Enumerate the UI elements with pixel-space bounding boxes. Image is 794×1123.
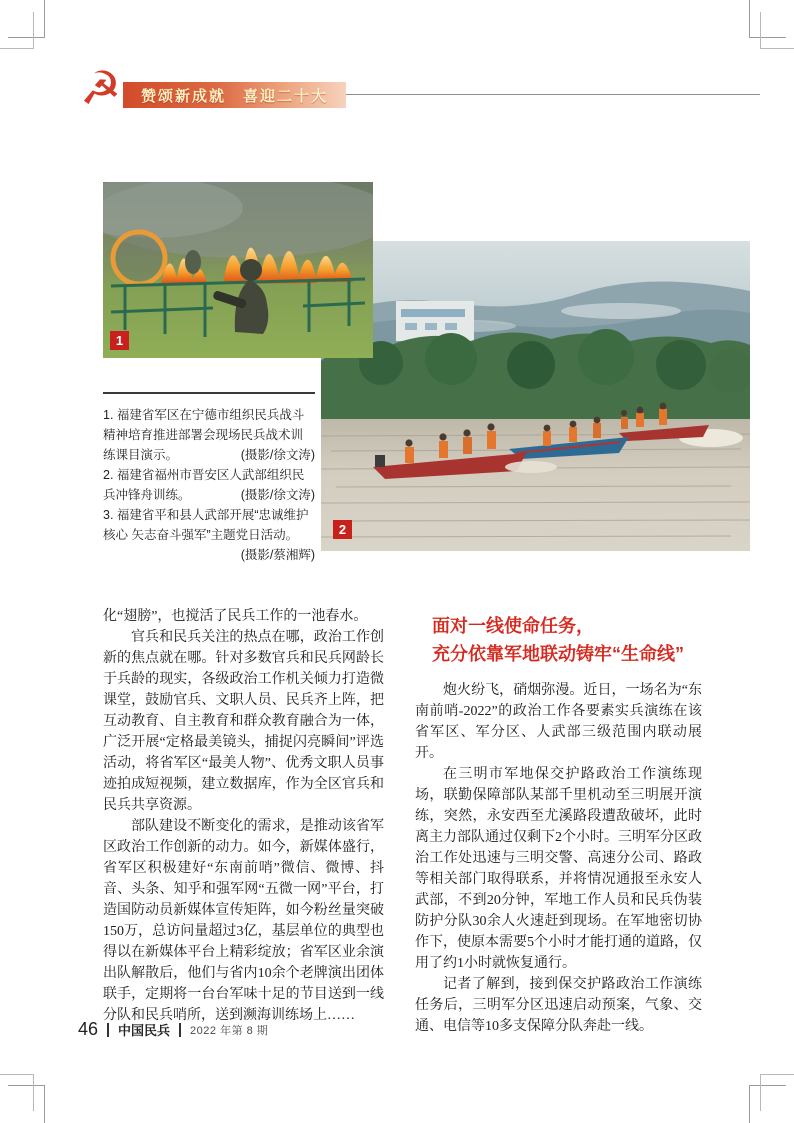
crop-mark-bottom-left-inner	[0, 1074, 34, 1111]
header-banner-text: 赞颂新成就 喜迎二十大	[140, 87, 328, 105]
boat-wake-2	[505, 461, 557, 473]
section-heading-line2: 充分依靠军地联动铸牢“生命线”	[432, 644, 684, 664]
building-window	[425, 323, 437, 330]
photo-fire-training	[103, 182, 373, 358]
header-rule-line	[346, 94, 760, 95]
caption-text: 2. 福建省福州市晋安区人武部组织民兵冲锋舟训练。	[103, 468, 305, 502]
issue-label: 2022 年第 8 期	[190, 1024, 269, 1037]
caption-text: 1. 福建省军区在宁德市组织民兵战斗精神培育推进部署会现场民兵战术训练课目演示。	[103, 408, 305, 462]
crop-mark-top-left-inner	[0, 12, 34, 49]
building-window	[405, 323, 417, 330]
article-right-column	[415, 612, 702, 1037]
photo-1-badge: 1	[110, 331, 129, 350]
outboard-motor	[375, 455, 385, 467]
paragraph: 炮火纷飞，硝烟弥漫。近日，一场名为“东南前哨-2022”的政治工作各要素实兵演练在该省军区、军分区、人武部三级范围内联动展开。	[415, 683, 702, 761]
mist	[561, 303, 681, 319]
footer-divider	[107, 1023, 109, 1037]
tree	[507, 341, 555, 389]
section-heading-line1: 面对一线使命任务，	[432, 616, 594, 636]
photo-2-badge: 2	[333, 520, 352, 539]
caption-item-3	[103, 505, 315, 562]
caption-item-1	[103, 405, 315, 465]
caption-credit: (摄影/徐文涛)	[240, 488, 315, 502]
tree	[578, 329, 634, 385]
article-left-column	[103, 606, 384, 1026]
crop-mark-bottom-right-inner	[760, 1074, 794, 1111]
boats-photo-illustration	[321, 241, 750, 551]
fire-photo-illustration	[103, 182, 373, 358]
tree	[425, 333, 477, 385]
crop-mark-top-right-inner	[760, 12, 794, 49]
magazine-title: 中国民兵	[118, 1023, 171, 1038]
paragraph: 在三明市军地保交护路政治工作演练现场，联勤保障部队某部千里机动至三明展开演练，突然，永安西至尤溪路段遭敌破坏，此时离主力部队通过仅剩下2个小时。三明军分区政治工作处迅速与三明交警、高速分公司、路政等相关部门取得联系，并将情况通报至永安人武部，不到20分钟，军地工作人员和民兵伪装防护分队30余人火速赶到现场。在军地密切协作下，使原本需要5个小时才能打通的道路，仅用了约1小时就恢复通行。	[415, 767, 702, 971]
section-heading	[415, 612, 702, 668]
page-number: 46	[78, 1019, 99, 1039]
paragraph: 官兵和民兵关注的热点在哪，政治工作创新的焦点就在哪。针对多数官兵和民兵网龄长于兵龄的现实，各级政治工作机关倾力打造微课堂，鼓励官兵、文职人员、民兵齐上阵，把互动教育、自主教育和群众教育融合为一体，广泛开展“定格最美镜头，捕捉闪亮瞬间”评选活动，将省军区“最美人物”、优秀文职人员事迹拍成短视频，建立数据库，作为全区官兵和民兵共享资源。	[103, 630, 384, 813]
page-footer	[78, 1019, 268, 1040]
building-windows	[401, 309, 465, 317]
caption-credit: (摄影/徐文涛)	[240, 448, 315, 462]
footer-divider	[179, 1023, 181, 1037]
second-soldier	[185, 250, 201, 274]
caption-text: 3. 福建省平和县人武部开展“忠诚维护核心 矢志奋斗强军”主题党日活动。	[103, 508, 309, 542]
tree	[656, 340, 706, 390]
header-banner	[123, 82, 346, 108]
caption-item-2	[103, 465, 315, 505]
caption-credit: (摄影/蔡湘辉)	[240, 548, 315, 562]
paragraph: 记者了解到，接到保交护路政治工作演练任务后，三明军分区迅速启动预案，气象、交通、电信等10多支保障分队奔赴一线。	[415, 977, 702, 1034]
building-window	[445, 323, 457, 330]
paragraph: 化“翅膀”，也搅活了民兵工作的一池春水。	[103, 609, 368, 624]
photo-boat-training	[321, 241, 750, 551]
photo-captions	[103, 392, 315, 565]
paragraph: 部队建设不断变化的需求，是推动该省军区政治工作创新的动力。如今，新媒体盛行，省军区积极建好“东南前哨”微信、微博、抖音、头条、知乎和强军网“五微一网”平台，打造国防动员新媒体宣传矩阵，如今粉丝量突破150万，总访问量超过3亿，基层单位的典型也得以在新媒体平台上精彩绽放；省军区业余演出队解散后，他们与省内10余个老牌演出团体联手，定期将一台台军味十足的节目送到一线分队和民兵哨所，送到濒海训练场上……	[103, 819, 384, 1023]
party-emblem-icon: ☭	[80, 61, 122, 115]
building	[396, 301, 474, 341]
